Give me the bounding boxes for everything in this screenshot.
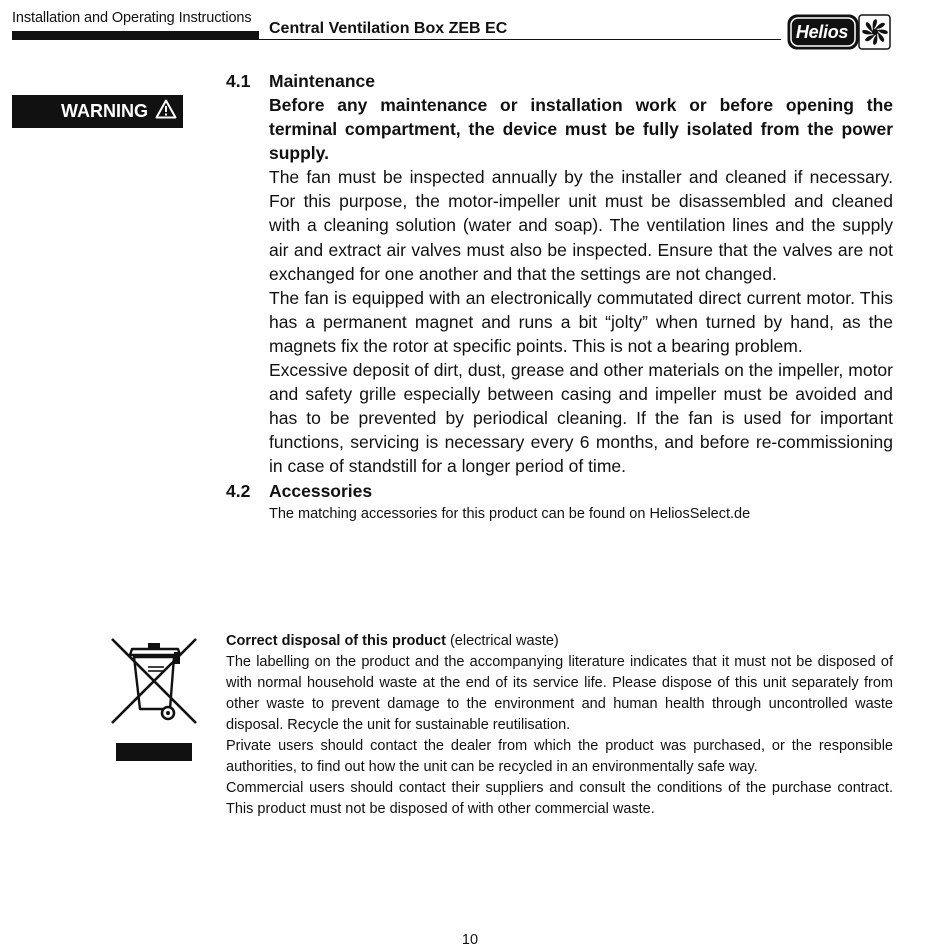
crossed-out-wheelie-bin-icon: [108, 637, 200, 727]
logo-wordmark: Helios: [795, 21, 849, 42]
header-rule: [259, 39, 781, 40]
section-title-maintenance: Maintenance: [269, 71, 375, 91]
disposal-heading-line: [226, 631, 893, 652]
accessories-sentence: The matching accessories for this product can be found on: [269, 506, 650, 522]
maintenance-paragraph: The fan is equipped with an electronically commutated direct current motor. This has a permanent magnet and runs a bit “jolty” when turned by hand, as the magnets fix the rotor at specific points. This is not a bearing problem.: [269, 287, 893, 356]
disposal-paragraph: The labelling on the product and the accompanying literature indicates that it must not be disposed of with normal household waste at the end of its service life. Please dispose of this unit separately from other waste to prevent damage to the environment and human health through uncontrolled waste disposal. Recycle the unit for sustainable reutilisation.: [226, 654, 893, 733]
header-left-bar: [12, 31, 259, 40]
maintenance-body: [269, 93, 893, 479]
bin-marker-bar: [116, 743, 192, 761]
page-number: 10: [461, 932, 479, 948]
maintenance-paragraph: The fan must be inspected annually by the installer and cleaned if necessary. For this purpose, the motor-impeller unit must be disassembled and cleaned with a cleaning solution (water and soap). The ventilation lines and the supply air and extract air valves must also be inspected. Ensure that the valves are not exchanged for one another and that the settings are not changed.: [269, 167, 893, 284]
warning-label-text: WARNING: [61, 101, 148, 121]
fan-icon: [860, 17, 890, 47]
document-title: Central Ventilation Box ZEB EC: [269, 20, 508, 37]
section-title-accessories: Accessories: [269, 481, 373, 501]
section-number-maintenance: 4.1: [226, 71, 251, 91]
section-number-accessories: 4.2: [226, 481, 251, 501]
warning-triangle-icon: [155, 99, 177, 124]
accessories-text: [269, 506, 750, 522]
disposal-notice: [226, 631, 893, 820]
warning-label: [12, 95, 183, 128]
maintenance-paragraph: Excessive deposit of dirt, dust, grease and other materials on the impeller, motor and safety grille especially between casing and impeller must be avoided and has to be prevented by periodical cleaning. If the fan is used for important functions, servicing is necessary every 6 months, and before re-commissioning in case of standstill for a longer period of time.: [269, 360, 893, 477]
helios-select-link[interactable]: HeliosSelect.de: [649, 506, 751, 522]
maintenance-warning-text: Before any maintenance or installation work or before opening the terminal compartment, the device must be fully isolated from the power supply.: [269, 95, 893, 164]
document-type-label: Installation and Operating Instructions: [12, 10, 252, 26]
helios-logo: [787, 14, 891, 50]
disposal-paragraph: Commercial users should contact their suppliers and consult the conditions of the purchase contract. This product must not be disposed of with other commercial waste.: [226, 780, 893, 817]
disposal-paragraph: Private users should contact the dealer from which the product was purchased, or the responsible authorities, to find out how the unit can be recycled in an environmentally safe way.: [226, 738, 893, 775]
disposal-heading-suffix: (electrical waste): [445, 633, 559, 649]
disposal-heading: Correct disposal of this product: [226, 633, 446, 649]
